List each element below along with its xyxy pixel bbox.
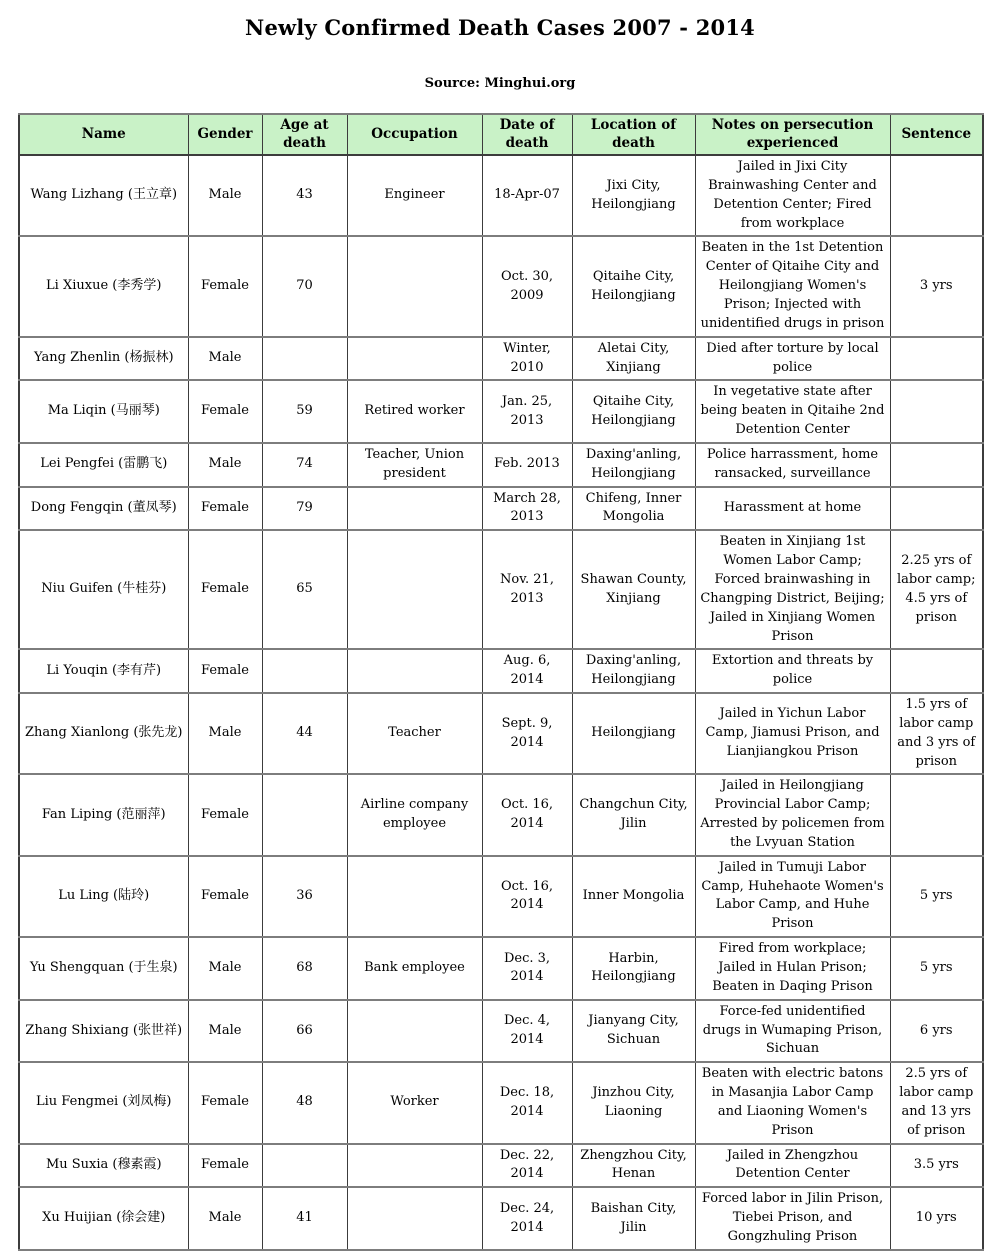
table-row [19, 487, 983, 531]
cell-sentence: 2.5 yrs of labor camp and 13 yrs of prison [890, 1062, 983, 1143]
cell-date: Winter, 2010 [482, 337, 572, 381]
cell-location: Chifeng, Inner Mongolia [572, 487, 695, 531]
cell-occupation [347, 856, 482, 937]
cell-name: Zhang Xianlong (张先龙) [19, 693, 188, 774]
cell-age [262, 649, 347, 693]
cell-age: 44 [262, 693, 347, 774]
cell-age [262, 1144, 347, 1188]
cell-gender: Female [188, 1144, 262, 1188]
cell-sentence [890, 649, 983, 693]
cell-occupation [347, 236, 482, 336]
cell-age: 65 [262, 530, 347, 649]
cell-occupation [347, 1187, 482, 1250]
cell-notes: Forced labor in Jilin Prison, Tiebei Prison, and Gongzhuling Prison [695, 1187, 890, 1250]
cell-sentence: 3.5 yrs [890, 1144, 983, 1188]
column-header-location: Location of death [572, 114, 695, 155]
cell-location: Jixi City, Heilongjiang [572, 155, 695, 236]
cell-notes: Jailed in Heilongjiang Provincial Labor Camp; Arrested by policemen from the Lvyuan Station [695, 774, 890, 855]
cell-occupation: Teacher, Union president [347, 443, 482, 487]
cell-notes: Beaten in the 1st Detention Center of Qitaihe City and Heilongjiang Women's Prison; Injected with unidentified drugs in prison [695, 236, 890, 336]
cell-date: Dec. 3, 2014 [482, 937, 572, 1000]
cell-sentence [890, 774, 983, 855]
cell-notes: Beaten with electric batons in Masanjia Labor Camp and Liaoning Women's Prison [695, 1062, 890, 1143]
table-header [19, 114, 983, 155]
cell-name: Lei Pengfei (雷鹏飞) [19, 443, 188, 487]
cell-age: 68 [262, 937, 347, 1000]
cell-name: Dong Fengqin (董凤琴) [19, 487, 188, 531]
cell-sentence [890, 155, 983, 236]
cell-sentence: 5 yrs [890, 937, 983, 1000]
cell-name: Yu Shengquan (于生泉) [19, 937, 188, 1000]
cell-age: 48 [262, 1062, 347, 1143]
cell-date: Nov. 21, 2013 [482, 530, 572, 649]
cell-name: Yang Zhenlin (杨振林) [19, 337, 188, 381]
cell-notes: Force-fed unidentified drugs in Wumaping Prison, Sichuan [695, 1000, 890, 1063]
cell-gender: Female [188, 380, 262, 443]
cell-gender: Male [188, 337, 262, 381]
column-header-age: Age at death [262, 114, 347, 155]
cell-location: Baishan City, Jilin [572, 1187, 695, 1250]
cell-notes: Jailed in Jixi City Brainwashing Center and Detention Center; Fired from workplace [695, 155, 890, 236]
cell-age [262, 337, 347, 381]
cell-date: Jan. 25, 2013 [482, 380, 572, 443]
cell-date: 18-Apr-07 [482, 155, 572, 236]
cell-notes: Police harrassment, home ransacked, surveillance [695, 443, 890, 487]
page-title: Newly Confirmed Death Cases 2007 - 2014 [245, 15, 755, 40]
cell-gender: Male [188, 155, 262, 236]
cell-date: Dec. 22, 2014 [482, 1144, 572, 1188]
cell-location: Aletai City, Xinjiang [572, 337, 695, 381]
cell-notes: Harassment at home [695, 487, 890, 531]
cell-date: March 28, 2013 [482, 487, 572, 531]
cell-notes: Jailed in Tumuji Labor Camp, Huhehaote Women's Labor Camp, and Huhe Prison [695, 856, 890, 937]
cell-occupation: Retired worker [347, 380, 482, 443]
cell-notes: Fired from workplace; Jailed in Hulan Prison; Beaten in Daqing Prison [695, 937, 890, 1000]
column-header-date: Date of death [482, 114, 572, 155]
cell-location: Zhengzhou City, Henan [572, 1144, 695, 1188]
cell-name: Li Youqin (李有芹) [19, 649, 188, 693]
cell-age: 79 [262, 487, 347, 531]
cell-name: Wang Lizhang (王立章) [19, 155, 188, 236]
cell-location: Jianyang City, Sichuan [572, 1000, 695, 1063]
cell-date: Dec. 18, 2014 [482, 1062, 572, 1143]
table-row [19, 937, 983, 1000]
cell-location: Inner Mongolia [572, 856, 695, 937]
source-line: Source: Minghui.org [424, 76, 576, 91]
cell-sentence: 5 yrs [890, 856, 983, 937]
cell-sentence: 2.25 yrs of labor camp; 4.5 yrs of prison [890, 530, 983, 649]
cell-gender: Female [188, 1062, 262, 1143]
table-row [19, 380, 983, 443]
cell-gender: Male [188, 1187, 262, 1250]
cell-occupation [347, 530, 482, 649]
cell-notes: Beaten in Xinjiang 1st Women Labor Camp; Forced brainwashing in Changping District, Beijing; Jailed in Xinjiang Women Prison [695, 530, 890, 649]
cell-location: Daxing'anling, Heilongjiang [572, 443, 695, 487]
cell-notes: In vegetative state after being beaten in Qitaihe 2nd Detention Center [695, 380, 890, 443]
cell-name: Mu Suxia (穆素霞) [19, 1144, 188, 1188]
cell-date: Oct. 16, 2014 [482, 856, 572, 937]
cell-gender: Female [188, 649, 262, 693]
cell-date: Dec. 24, 2014 [482, 1187, 572, 1250]
column-header-gender: Gender [188, 114, 262, 155]
cell-sentence: 10 yrs [890, 1187, 983, 1250]
cell-sentence: 6 yrs [890, 1000, 983, 1063]
header-row [19, 114, 983, 155]
column-header-notes: Notes on persecution experienced [695, 114, 890, 155]
cell-gender: Male [188, 1000, 262, 1063]
cell-gender: Male [188, 937, 262, 1000]
cell-sentence [890, 487, 983, 531]
cell-name: Niu Guifen (牛桂芬) [19, 530, 188, 649]
cell-gender: Female [188, 530, 262, 649]
table-row [19, 337, 983, 381]
cell-notes: Jailed in Zhengzhou Detention Center [695, 1144, 890, 1188]
cell-age: 36 [262, 856, 347, 937]
cell-gender: Male [188, 693, 262, 774]
cell-location: Daxing'anling, Heilongjiang [572, 649, 695, 693]
cell-name: Xu Huijian (徐会建) [19, 1187, 188, 1250]
table-row [19, 236, 983, 336]
cell-age: 74 [262, 443, 347, 487]
table-row [19, 1187, 983, 1250]
cell-name: Zhang Shixiang (张世祥) [19, 1000, 188, 1063]
table-row [19, 443, 983, 487]
cell-date: Oct. 16, 2014 [482, 774, 572, 855]
cell-gender: Female [188, 236, 262, 336]
cell-date: Aug. 6, 2014 [482, 649, 572, 693]
cell-occupation [347, 1000, 482, 1063]
cell-occupation: Engineer [347, 155, 482, 236]
table-row [19, 693, 983, 774]
table-row [19, 1000, 983, 1063]
cell-age: 59 [262, 380, 347, 443]
cell-name: Li Xiuxue (李秀学) [19, 236, 188, 336]
death-cases-table [18, 113, 984, 1251]
cell-age: 43 [262, 155, 347, 236]
column-header-occupation: Occupation [347, 114, 482, 155]
cell-gender: Female [188, 774, 262, 855]
table-row [19, 155, 983, 236]
cell-location: Qitaihe City, Heilongjiang [572, 380, 695, 443]
table-row [19, 774, 983, 855]
table-row [19, 530, 983, 649]
cell-name: Fan Liping (范丽萍) [19, 774, 188, 855]
cell-occupation [347, 649, 482, 693]
table-body [19, 155, 983, 1250]
cell-date: Feb. 2013 [482, 443, 572, 487]
cell-occupation [347, 1144, 482, 1188]
table-row [19, 1062, 983, 1143]
cell-occupation [347, 487, 482, 531]
cell-name: Lu Ling (陆玲) [19, 856, 188, 937]
cell-sentence: 1.5 yrs of labor camp and 3 yrs of prison [890, 693, 983, 774]
cell-notes: Jailed in Yichun Labor Camp, Jiamusi Prison, and Lianjiangkou Prison [695, 693, 890, 774]
cell-date: Oct. 30, 2009 [482, 236, 572, 336]
cell-gender: Male [188, 443, 262, 487]
cell-age [262, 774, 347, 855]
table-row [19, 856, 983, 937]
cell-date: Dec. 4, 2014 [482, 1000, 572, 1063]
cell-sentence [890, 380, 983, 443]
cell-occupation [347, 337, 482, 381]
table-row [19, 1144, 983, 1188]
cell-notes: Extortion and threats by police [695, 649, 890, 693]
column-header-sentence: Sentence [890, 114, 983, 155]
cell-gender: Female [188, 856, 262, 937]
cell-occupation: Bank employee [347, 937, 482, 1000]
cell-age: 41 [262, 1187, 347, 1250]
column-header-name: Name [19, 114, 188, 155]
cell-sentence: 3 yrs [890, 236, 983, 336]
cell-location: Harbin, Heilongjiang [572, 937, 695, 1000]
cell-location: Heilongjiang [572, 693, 695, 774]
cell-age: 66 [262, 1000, 347, 1063]
cell-sentence [890, 443, 983, 487]
cell-location: Qitaihe City, Heilongjiang [572, 236, 695, 336]
cell-sentence [890, 337, 983, 381]
cell-occupation: Worker [347, 1062, 482, 1143]
table-row [19, 649, 983, 693]
cell-location: Jinzhou City, Liaoning [572, 1062, 695, 1143]
cell-occupation: Teacher [347, 693, 482, 774]
cell-occupation: Airline company employee [347, 774, 482, 855]
cell-name: Ma Liqin (马丽琴) [19, 380, 188, 443]
cell-age: 70 [262, 236, 347, 336]
cell-name: Liu Fengmei (刘凤梅) [19, 1062, 188, 1143]
cell-notes: Died after torture by local police [695, 337, 890, 381]
cell-date: Sept. 9, 2014 [482, 693, 572, 774]
cell-location: Shawan County, Xinjiang [572, 530, 695, 649]
cell-location: Changchun City, Jilin [572, 774, 695, 855]
cell-gender: Female [188, 487, 262, 531]
